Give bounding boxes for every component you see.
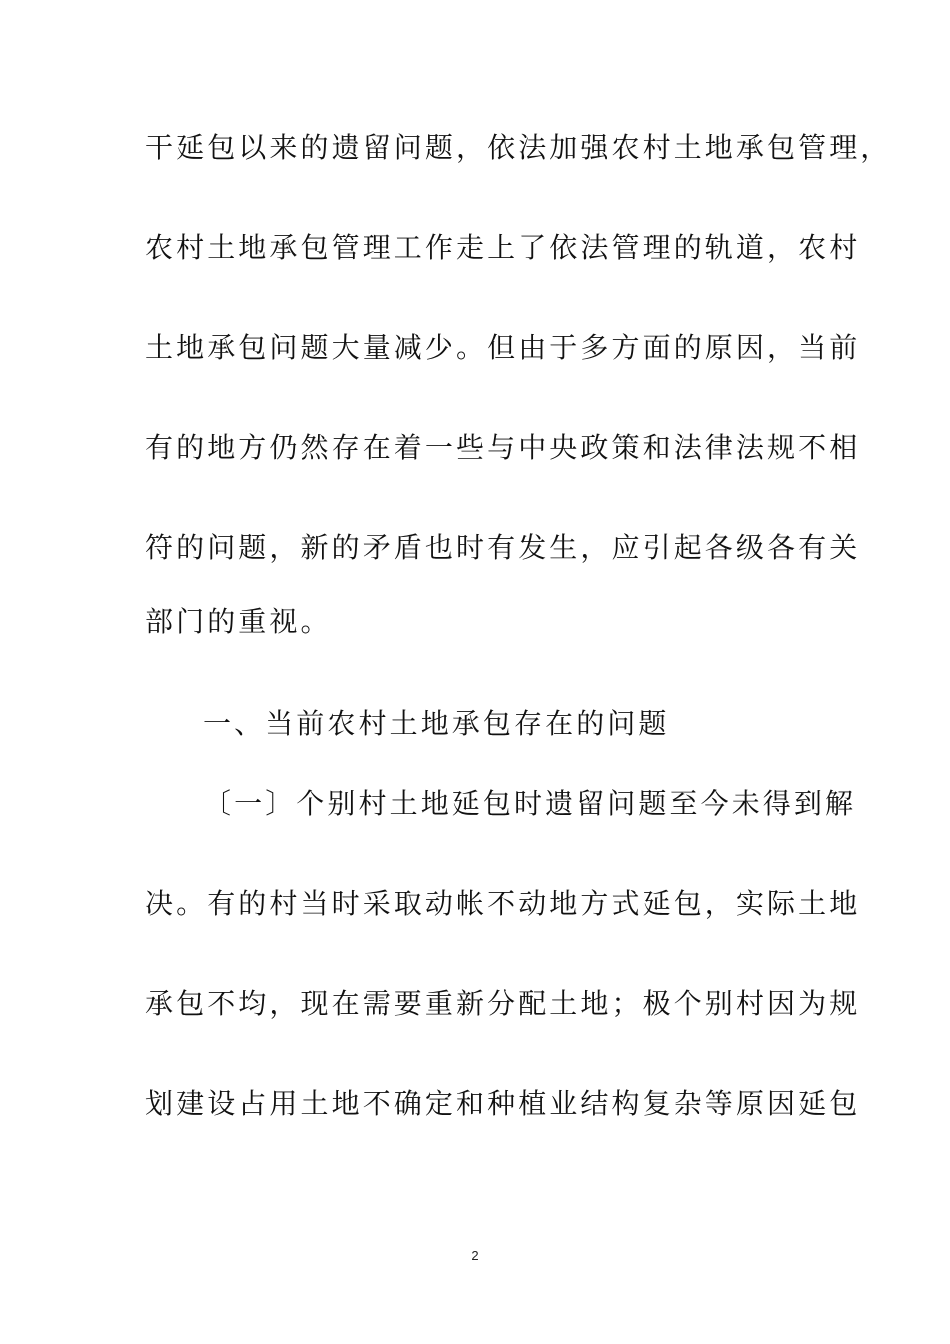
text-line: 决。有的村当时采取动帐不动地方式延包，实际土地 bbox=[145, 887, 861, 920]
text-line: 部门的重视。 bbox=[145, 605, 332, 638]
section-heading: 一、当前农村土地承包存在的问题 bbox=[203, 707, 670, 740]
text-line: 农村土地承包管理工作走上了依法管理的轨道，农村 bbox=[145, 231, 861, 264]
page-number: 2 bbox=[471, 1248, 479, 1263]
text-line: 划建设占用土地不确定和种植业结构复杂等原因延包 bbox=[145, 1087, 861, 1120]
text-line: 有的地方仍然存在着一些与中央政策和法律法规不相 bbox=[145, 431, 861, 464]
text-line: 土地承包问题大量减少。但由于多方面的原因，当前 bbox=[145, 331, 861, 364]
subsection-heading: 〔一〕个别村土地延包时遗留问题至今未得到解 bbox=[203, 787, 857, 820]
text-line: 承包不均，现在需要重新分配土地；极个别村因为规 bbox=[145, 987, 861, 1020]
text-line: 符的问题，新的矛盾也时有发生，应引起各级各有关 bbox=[145, 531, 861, 564]
text-line: 干延包以来的遗留问题，依法加强农村土地承包管理， bbox=[145, 131, 892, 164]
